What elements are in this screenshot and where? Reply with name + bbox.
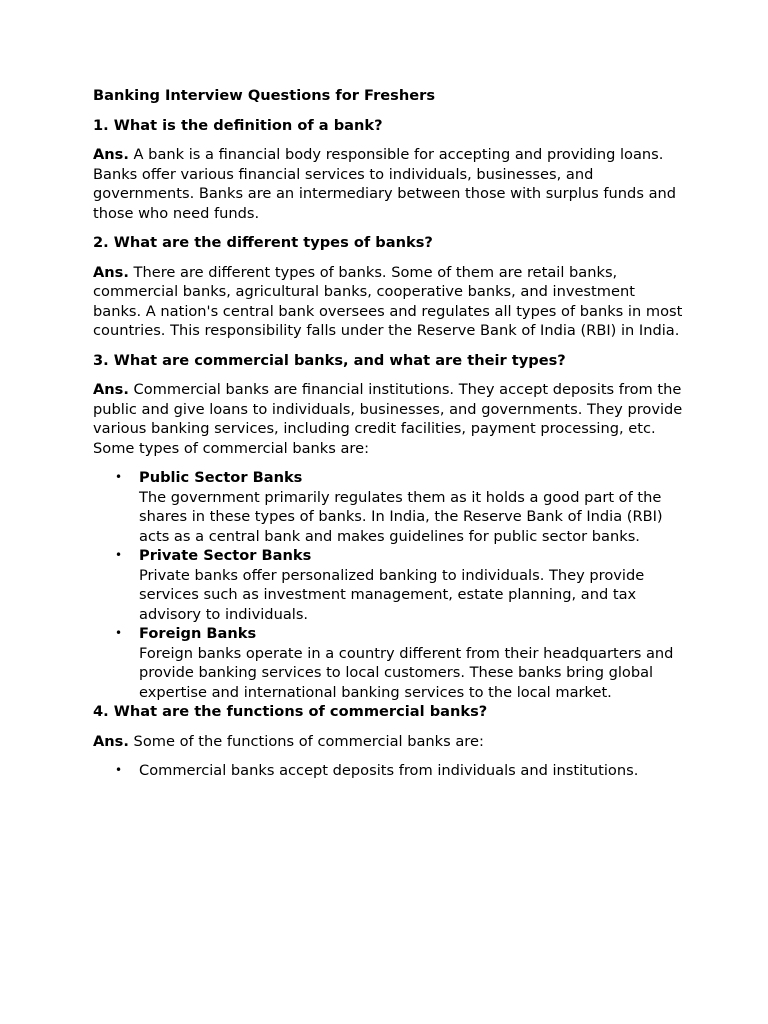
answer-4 [93, 732, 683, 752]
question-1: 1. What is the definition of a bank? [93, 116, 383, 134]
answer-3-text: Commercial banks are financial institutions. They accept deposits from the public and give loans to individuals, businesses, and governments. They provide various banking services, including credit facilities, payment processing, etc. Some types of commercial banks are: [93, 381, 683, 457]
bank-type-description: Foreign banks operate in a country different from their headquarters and provide banking services to local customers. These banks bring global expertise and international banking services to the local market. [139, 644, 674, 701]
answer-label: Ans. [93, 146, 129, 163]
question-3: 3. What are commercial banks, and what are their types? [93, 351, 566, 369]
bank-type-name: Foreign Banks [139, 625, 257, 642]
list-item [115, 546, 683, 624]
answer-4-text: Some of the functions of commercial banks are: [128, 732, 484, 750]
bullet-icon: • [115, 626, 123, 640]
function-text: Commercial banks accept deposits from individuals and institutions. [139, 762, 639, 779]
answer-1-text: A bank is a financial body responsible for accepting and providing loans. Banks offer various financial services to individuals, businesses, and governments. Banks are an intermediary between those with surplus funds and those who need funds. [93, 146, 677, 222]
bullet-icon: • [115, 548, 123, 562]
answer-label: Ans. [93, 732, 129, 750]
question-4: 4. What are the functions of commercial banks? [93, 703, 488, 720]
list-item [115, 468, 683, 546]
list-item [115, 624, 683, 702]
bank-type-name: Private Sector Banks [139, 547, 312, 564]
bank-type-description: The government primarily regulates them as it holds a good part of the shares in these types of banks. In India, the Reserve Bank of India (RBI) acts as a central bank and makes guidelines for public sector banks. [139, 488, 663, 545]
document-title: Banking Interview Questions for Freshers [93, 87, 436, 104]
commercial-bank-types-list [93, 468, 683, 702]
commercial-bank-functions-list [93, 761, 683, 781]
answer-3 [93, 380, 683, 458]
question-2: 2. What are the different types of banks? [93, 234, 433, 251]
bank-type-name: Public Sector Banks [139, 469, 303, 486]
bullet-icon: • [115, 763, 123, 777]
answer-label: Ans. [93, 263, 129, 281]
answer-label: Ans. [93, 381, 129, 398]
answer-2 [93, 263, 683, 341]
answer-2-text: There are different types of banks. Some of them are retail banks, commercial banks, agricultural banks, cooperative banks, and investment banks. A nation's central bank oversees and regulates all types of banks in most countries. This responsibility falls under the Reserve Bank of India (RBI) in India. [93, 263, 683, 339]
bullet-icon: • [115, 470, 123, 484]
bank-type-description: Private banks offer personalized banking to individuals. They provide services such as investment management, estate planning, and tax advisory to individuals. [139, 566, 645, 623]
answer-1 [93, 145, 683, 223]
document-page [93, 86, 683, 781]
list-item [115, 761, 683, 781]
